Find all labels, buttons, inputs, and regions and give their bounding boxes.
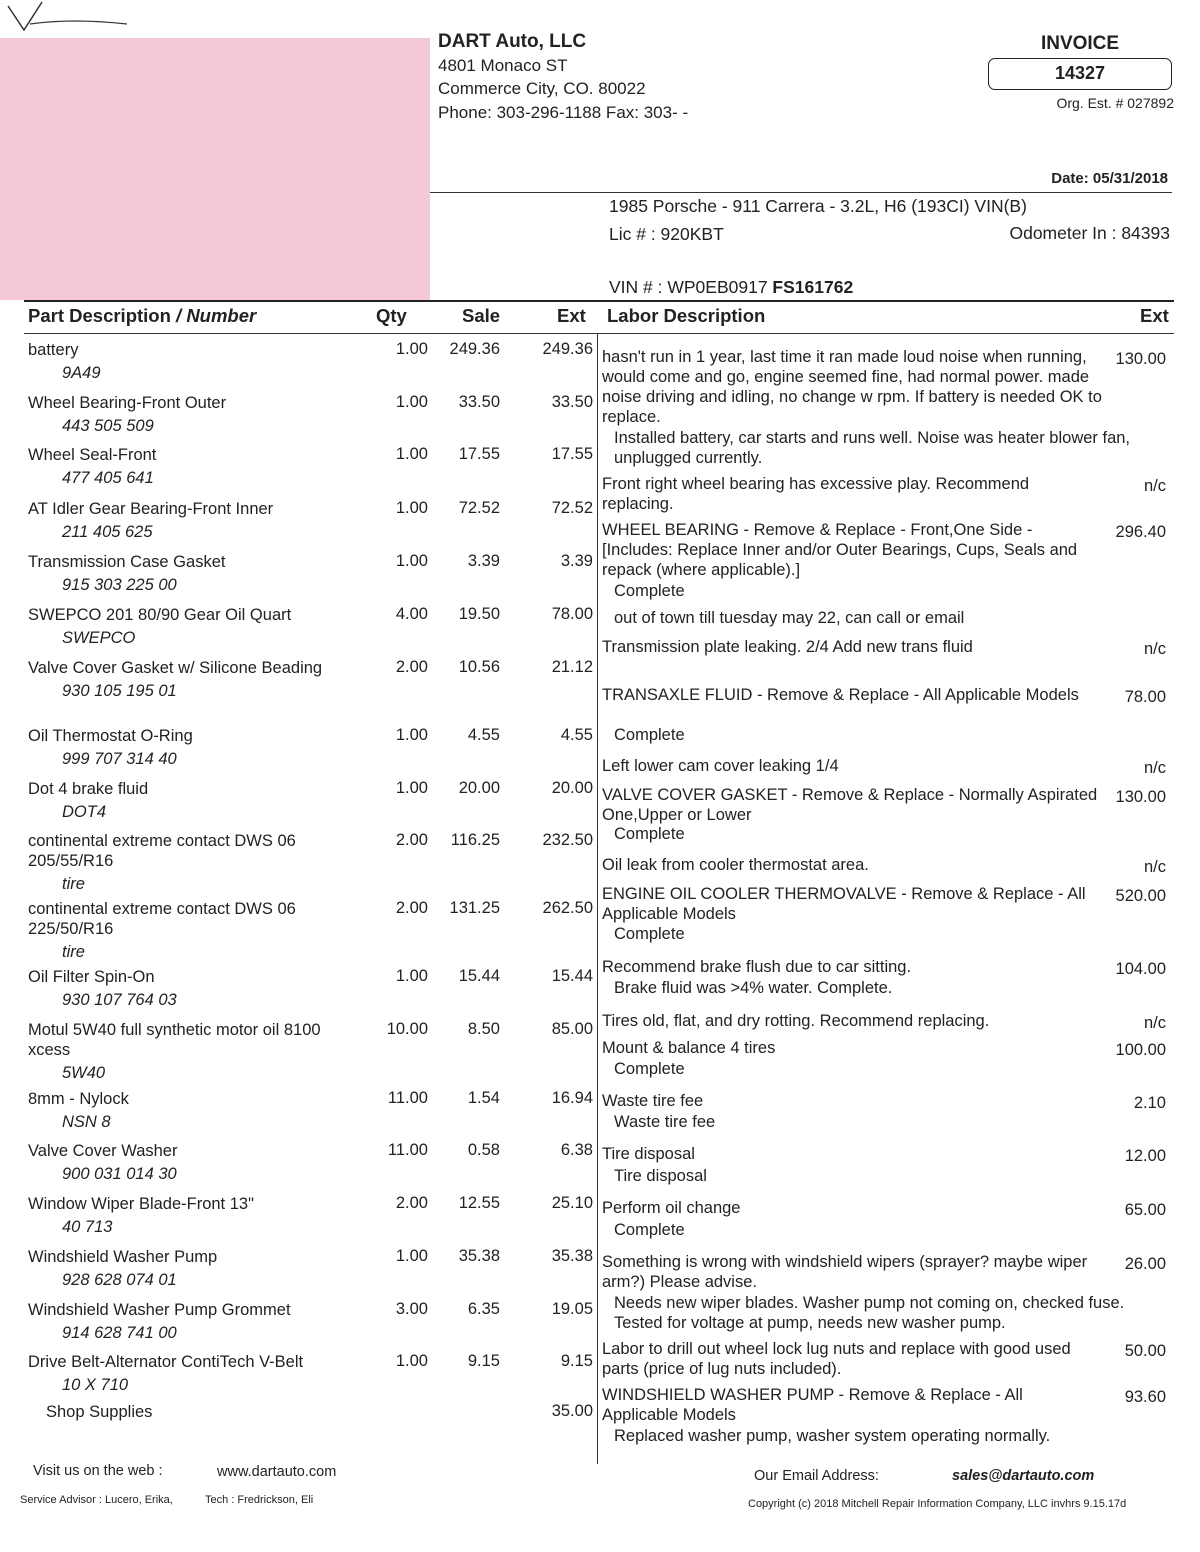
part-description xyxy=(28,605,328,648)
part-description xyxy=(28,445,328,488)
shop-city: Commerce City, CO. 80022 xyxy=(438,79,646,98)
part-ext: 72.52 xyxy=(551,499,593,517)
part-ext: 15.44 xyxy=(551,967,593,985)
part-name: Valve Cover Washer xyxy=(28,1142,178,1160)
service-advisor: Service Advisor : Lucero, Erika, xyxy=(20,1494,173,1506)
labor-ext: 130.00 xyxy=(1115,788,1166,806)
part-ext: 33.50 xyxy=(551,393,593,411)
part-number: SWEPCO xyxy=(62,629,136,647)
labor-ext: 130.00 xyxy=(1115,350,1166,368)
labor-ext: 65.00 xyxy=(1124,1201,1166,1219)
part-sale: 131.25 xyxy=(449,899,500,917)
part-number: tire xyxy=(62,943,85,961)
odometer-in: Odometer In : 84393 xyxy=(1009,223,1170,243)
labor-row xyxy=(602,1091,1174,1111)
part-name: Motul 5W40 full synthetic motor oil 8100 xcess xyxy=(28,1021,321,1059)
labor-row xyxy=(602,608,1174,628)
labor-ext: 50.00 xyxy=(1124,1342,1166,1360)
labor-row xyxy=(602,1198,1174,1218)
part-name: Dot 4 brake fluid xyxy=(28,780,149,798)
technician: Tech : Fredrickson, Eli xyxy=(205,1494,314,1506)
labor-description: Complete xyxy=(614,582,685,600)
part-qty: 4.00 xyxy=(395,605,428,623)
labor-description: TRANSAXLE FLUID - Remove & Replace - All Applicable Models xyxy=(602,686,1079,704)
labor-description: ENGINE OIL COOLER THERMOVALVE - Remove & Replace - All Applicable Models xyxy=(602,885,1086,923)
labor-description: hasn't run in 1 year, last time it ran made loud noise when running, would come and go, engine seemed fine, had normal power. made noise driving and idling, no change w rpm. If battery is needed OK to replace. xyxy=(602,348,1102,426)
part-number: 930 105 195 01 xyxy=(62,682,177,700)
header-ext: Ext xyxy=(557,305,586,326)
part-sale: 17.55 xyxy=(458,445,500,463)
labor-ext: n/c xyxy=(1143,477,1166,495)
part-ext: 35.38 xyxy=(551,1247,593,1265)
part-name: Drive Belt-Alternator ContiTech V-Belt xyxy=(28,1353,304,1371)
part-qty: 1.00 xyxy=(395,1352,428,1370)
labor-ext: 520.00 xyxy=(1115,887,1166,905)
vin-number xyxy=(609,277,853,298)
labor-description: Replaced washer pump, washer system operating normally. xyxy=(614,1427,1051,1445)
labor-description: Brake fluid was >4% water. Complete. xyxy=(614,979,893,997)
labor-ext: n/c xyxy=(1143,858,1166,876)
part-ext: 19.05 xyxy=(551,1300,593,1318)
labor-description: Waste tire fee xyxy=(614,1113,716,1131)
labor-description: Perform oil change xyxy=(602,1199,741,1217)
part-description xyxy=(28,552,328,595)
part-qty: 1.00 xyxy=(395,393,428,411)
part-ext: 6.38 xyxy=(560,1141,593,1159)
part-name: Windshield Washer Pump xyxy=(28,1248,218,1266)
part-qty: 1.00 xyxy=(395,1247,428,1265)
part-qty: 1.00 xyxy=(395,499,428,517)
license-plate: Lic # : 920KBT xyxy=(609,224,724,244)
labor-description: Recommend brake flush due to car sitting. xyxy=(602,958,912,976)
part-ext: 232.50 xyxy=(542,831,593,849)
part-description xyxy=(28,899,328,962)
part-qty: 2.00 xyxy=(395,1194,428,1212)
labor-row xyxy=(602,1059,1174,1079)
labor-row xyxy=(602,474,1174,514)
part-ext: 9.15 xyxy=(560,1352,593,1370)
part-ext: 249.36 xyxy=(542,340,593,358)
website-link[interactable]: www.dartauto.com xyxy=(217,1464,337,1480)
part-number: 900 031 014 30 xyxy=(62,1165,177,1183)
part-sale: 1.54 xyxy=(467,1089,500,1107)
labor-row xyxy=(602,685,1174,705)
part-name: Window Wiper Blade-Front 13" xyxy=(28,1195,254,1213)
part-qty: 1.00 xyxy=(395,445,428,463)
part-description xyxy=(28,1300,328,1343)
header-labor-description: Labor Description xyxy=(607,305,766,326)
part-description xyxy=(28,831,328,894)
part-qty: 11.00 xyxy=(387,1089,428,1107)
divider xyxy=(430,192,1172,193)
labor-description: Mount & balance 4 tires xyxy=(602,1039,776,1057)
labor-row xyxy=(602,824,1174,844)
part-ext: 25.10 xyxy=(551,1194,593,1212)
labor-row xyxy=(602,924,1174,944)
invoice-number: 14327 xyxy=(988,58,1172,90)
part-number: 10 X 710 xyxy=(62,1376,129,1394)
part-ext: 262.50 xyxy=(542,899,593,917)
part-number: 928 628 074 01 xyxy=(62,1271,177,1289)
part-description xyxy=(28,1141,328,1184)
part-description xyxy=(28,499,328,542)
part-qty: 11.00 xyxy=(387,1141,428,1159)
labor-description: Front right wheel bearing has excessive play. Recommend replacing. xyxy=(602,475,1030,513)
column-separator xyxy=(597,334,598,1464)
labor-row xyxy=(602,1112,1174,1132)
labor-ext: n/c xyxy=(1143,759,1166,777)
part-qty: 1.00 xyxy=(395,726,428,744)
part-qty: 1.00 xyxy=(395,779,428,797)
labor-ext: 78.00 xyxy=(1124,688,1166,706)
header-qty: Qty xyxy=(376,305,407,326)
labor-ext: 2.10 xyxy=(1133,1094,1166,1112)
labor-ext: 296.40 xyxy=(1115,523,1166,541)
part-sale: 0.58 xyxy=(467,1141,500,1159)
part-sale: 72.52 xyxy=(458,499,500,517)
labor-ext: 12.00 xyxy=(1124,1147,1166,1165)
part-description xyxy=(28,1352,328,1395)
labor-row xyxy=(602,1166,1174,1186)
part-sale: 9.15 xyxy=(467,1352,500,1370)
part-number: 443 505 509 xyxy=(62,417,154,435)
part-number: 9A49 xyxy=(62,364,101,382)
labor-ext: 100.00 xyxy=(1115,1041,1166,1059)
part-name: Wheel Seal-Front xyxy=(28,446,157,464)
labor-description: VALVE COVER GASKET - Remove & Replace - Normally Aspirated One,Upper or Lower xyxy=(602,786,1098,824)
invoice-date: Date: 05/31/2018 xyxy=(1051,170,1168,187)
part-number: 930 107 764 03 xyxy=(62,991,177,1009)
labor-row xyxy=(602,957,1174,977)
labor-row xyxy=(602,1339,1174,1379)
labor-row xyxy=(602,785,1174,825)
part-description xyxy=(28,1089,328,1132)
part-qty: 2.00 xyxy=(395,899,428,917)
labor-description: Labor to drill out wheel lock lug nuts and replace with good used parts (price of lug nuts included). xyxy=(602,1340,1071,1378)
labor-row xyxy=(602,637,1174,657)
part-description xyxy=(28,1194,328,1237)
part-ext: 16.94 xyxy=(551,1089,593,1107)
labor-description: Something is wrong with windshield wipers (sprayer? maybe wiper arm?) Please advise. xyxy=(602,1253,1088,1291)
part-number: 999 707 314 40 xyxy=(62,750,177,768)
labor-description: Complete xyxy=(614,726,685,744)
part-qty: 1.00 xyxy=(395,967,428,985)
part-qty: 1.00 xyxy=(395,340,428,358)
labor-row xyxy=(602,347,1174,427)
labor-row xyxy=(602,1426,1174,1446)
part-qty: 2.00 xyxy=(395,831,428,849)
redacted-customer-info xyxy=(0,38,430,300)
labor-row xyxy=(602,520,1174,580)
part-sale: 116.25 xyxy=(450,831,500,849)
labor-ext: n/c xyxy=(1143,640,1166,658)
vin-serial: FS161762 xyxy=(772,277,854,297)
labor-row xyxy=(602,1293,1174,1333)
labor-description: Waste tire fee xyxy=(602,1092,704,1110)
part-sale: 249.36 xyxy=(449,340,500,358)
header-bottom-border xyxy=(24,333,1174,334)
part-number: DOT4 xyxy=(62,803,107,821)
part-sale: 4.55 xyxy=(467,726,500,744)
part-number: 211 405 625 xyxy=(62,523,153,541)
part-name: Windshield Washer Pump Grommet xyxy=(28,1301,291,1319)
labor-row xyxy=(602,756,1174,776)
labor-row xyxy=(602,1144,1174,1164)
org-est-number: Org. Est. # 027892 xyxy=(1056,95,1174,111)
labor-ext: 104.00 xyxy=(1115,960,1166,978)
part-name: battery xyxy=(28,341,79,359)
labor-description: Oil leak from cooler thermostat area. xyxy=(602,856,869,874)
part-ext: 20.00 xyxy=(551,779,593,797)
labor-description: out of town till tuesday may 22, can call or email xyxy=(614,609,965,627)
vehicle-description: 1985 Porsche - 911 Carrera - 3.2L, H6 (193CI) VIN(B) xyxy=(609,196,1027,216)
part-ext: 4.55 xyxy=(560,726,593,744)
labor-row xyxy=(602,1252,1174,1292)
invoice-title: INVOICE xyxy=(1040,33,1120,54)
part-ext: 35.00 xyxy=(551,1402,593,1420)
labor-description: Complete xyxy=(614,1060,685,1078)
part-name: continental extreme contact DWS 06 205/55/R16 xyxy=(28,832,296,870)
part-sale: 15.44 xyxy=(458,967,500,985)
labor-row xyxy=(602,884,1174,924)
part-name: Transmission Case Gasket xyxy=(28,553,226,571)
part-number: 914 628 741 00 xyxy=(62,1324,177,1342)
web-label: Visit us on the web : xyxy=(33,1463,163,1479)
part-description xyxy=(28,340,328,383)
part-ext: 78.00 xyxy=(551,605,593,623)
email-link[interactable]: sales@dartauto.com xyxy=(952,1468,1095,1484)
part-description xyxy=(28,1247,328,1290)
labor-ext: n/c xyxy=(1143,1014,1166,1032)
part-number: 40 713 xyxy=(62,1218,113,1236)
part-sale: 19.50 xyxy=(458,605,500,623)
labor-description: Complete xyxy=(614,1221,685,1239)
shop-info xyxy=(438,30,688,124)
labor-description: Installed battery, car starts and runs well. Noise was heater blower fan, unplugged currently. xyxy=(614,429,1131,467)
part-sale: 3.39 xyxy=(467,552,500,570)
labor-row xyxy=(602,978,1174,998)
handwritten-checkmark-icon xyxy=(2,0,132,40)
header-part-number: / Number xyxy=(176,305,257,326)
header-sale: Sale xyxy=(462,305,501,326)
part-ext: 21.12 xyxy=(551,658,593,676)
labor-row xyxy=(602,428,1174,468)
header-labor-ext: Ext xyxy=(1140,305,1169,326)
part-description xyxy=(28,393,328,436)
labor-row xyxy=(602,1011,1174,1031)
header-part-description: Part Description / Number xyxy=(28,305,257,326)
part-number: 477 405 641 xyxy=(62,469,154,487)
labor-description: Tires old, flat, and dry rotting. Recommend replacing. xyxy=(602,1012,990,1030)
labor-description: Transmission plate leaking. 2/4 Add new trans fluid xyxy=(602,638,973,656)
part-name: Oil Filter Spin-On xyxy=(28,968,155,986)
part-description xyxy=(28,658,328,701)
part-ext: 85.00 xyxy=(551,1020,593,1038)
labor-description: Left lower cam cover leaking 1/4 xyxy=(602,757,839,775)
labor-description: Complete xyxy=(614,925,685,943)
part-sale: 35.38 xyxy=(458,1247,500,1265)
shop-phone-fax: Phone: 303-296-1188 Fax: 303- - xyxy=(438,102,689,122)
labor-description: Tire disposal xyxy=(602,1145,695,1163)
part-ext: 3.39 xyxy=(560,552,593,570)
part-ext: 17.55 xyxy=(551,445,593,463)
labor-row xyxy=(602,1385,1174,1425)
labor-description: Needs new wiper blades. Washer pump not coming on, checked fuse. Tested for voltage at pump, needs new washer pump. xyxy=(614,1294,1125,1332)
shop-name: DART Auto, LLC xyxy=(438,31,587,52)
labor-ext: 26.00 xyxy=(1124,1255,1166,1273)
labor-row xyxy=(602,855,1174,875)
part-sale: 33.50 xyxy=(458,393,500,411)
labor-description: WINDSHIELD WASHER PUMP - Remove & Replace - All Applicable Models xyxy=(602,1386,1023,1424)
part-name: Valve Cover Gasket w/ Silicone Beading xyxy=(28,659,323,677)
part-name: Wheel Bearing-Front Outer xyxy=(28,394,227,412)
part-name: Oil Thermostat O-Ring xyxy=(28,727,193,745)
part-name: 8mm - Nylock xyxy=(28,1090,129,1108)
labor-ext: 93.60 xyxy=(1124,1388,1166,1406)
labor-description: Complete xyxy=(614,825,685,843)
part-description xyxy=(28,967,328,1010)
part-description xyxy=(28,726,328,769)
part-number: 5W40 xyxy=(62,1064,106,1082)
labor-row xyxy=(602,1038,1174,1058)
part-qty: 1.00 xyxy=(395,552,428,570)
labor-row xyxy=(602,581,1174,601)
part-sale: 12.55 xyxy=(458,1194,500,1212)
part-sale: 6.35 xyxy=(467,1300,500,1318)
labor-description: WHEEL BEARING - Remove & Replace - Front,One Side - [Includes: Replace Inner and/or Outer Bearings, Cups, Seals and repack (where applicable).] xyxy=(602,521,1078,579)
part-sale: 10.56 xyxy=(458,658,500,676)
email-label: Our Email Address: xyxy=(754,1468,879,1484)
labor-row xyxy=(602,725,1174,745)
shop-address: 4801 Monaco ST xyxy=(438,55,568,75)
part-name: continental extreme contact DWS 06 225/50/R16 xyxy=(28,900,296,938)
part-qty: 3.00 xyxy=(395,1300,428,1318)
table-top-border xyxy=(24,300,1174,302)
labor-description: Tire disposal xyxy=(614,1167,707,1185)
part-number: tire xyxy=(62,875,85,893)
part-sale: 20.00 xyxy=(458,779,500,797)
part-qty: 2.00 xyxy=(395,658,428,676)
part-number: 915 303 225 00 xyxy=(62,576,177,594)
part-description xyxy=(28,1402,328,1425)
part-sale: 8.50 xyxy=(467,1020,500,1038)
part-description xyxy=(28,1020,328,1083)
part-qty: 10.00 xyxy=(386,1020,428,1038)
part-name: Shop Supplies xyxy=(46,1403,153,1421)
part-name: AT Idler Gear Bearing-Front Inner xyxy=(28,500,274,518)
part-description xyxy=(28,779,328,822)
part-name: SWEPCO 201 80/90 Gear Oil Quart xyxy=(28,606,292,624)
part-number: NSN 8 xyxy=(62,1113,111,1131)
labor-row xyxy=(602,1220,1174,1240)
copyright: Copyright (c) 2018 Mitchell Repair Information Company, LLC invhrs 9.15.17d xyxy=(748,1498,1127,1510)
vin-label: VIN # : WP0EB0917 xyxy=(609,277,773,297)
